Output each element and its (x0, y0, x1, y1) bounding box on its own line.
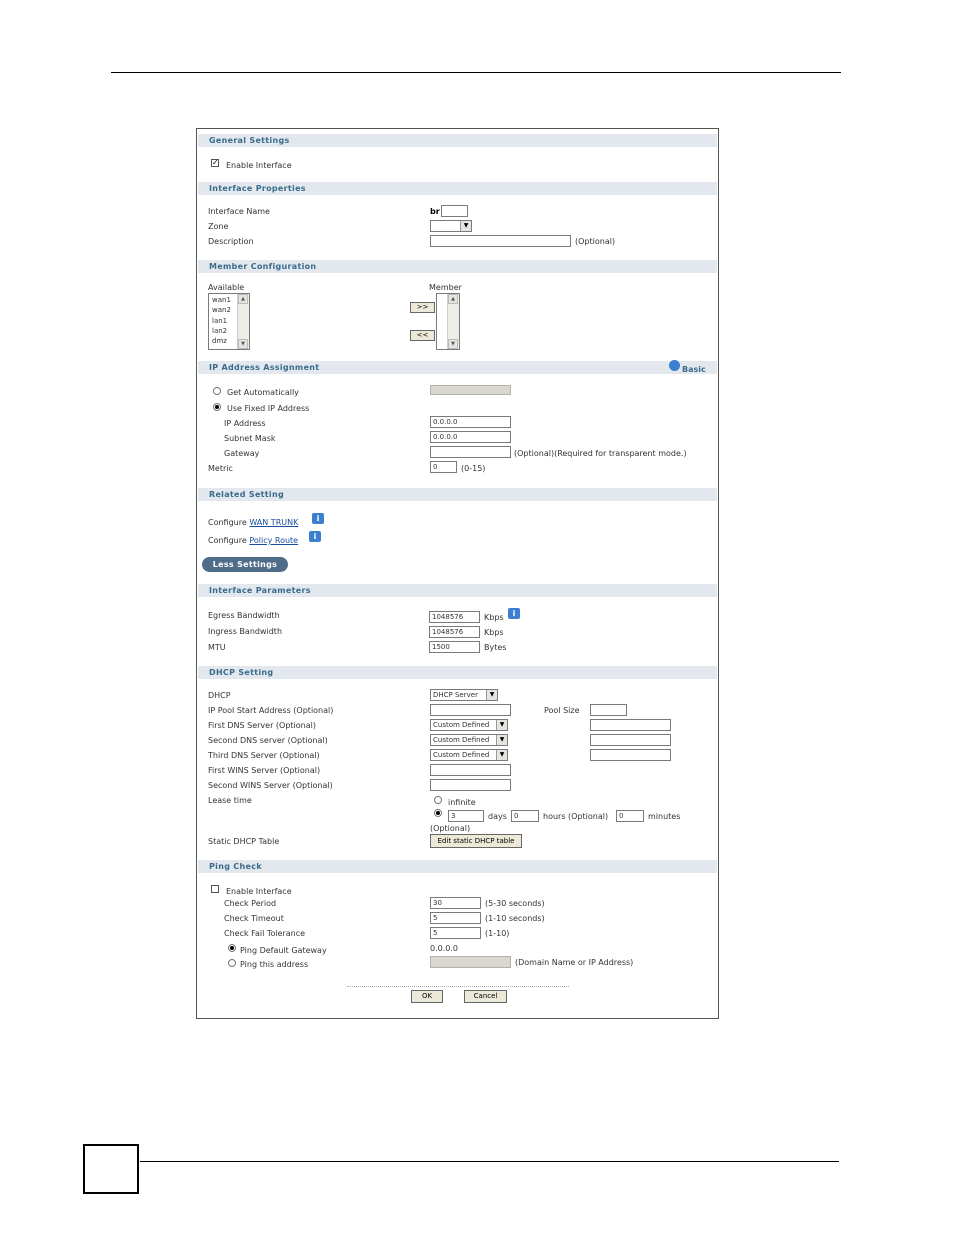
ping-default-gateway-label: Ping Default Gateway (240, 946, 327, 955)
ping-this-address-label: Ping this address (240, 960, 309, 969)
check-timeout-label: Check Timeout (224, 914, 284, 923)
lease-infinite-radio[interactable] (434, 796, 442, 804)
section-title: Related Setting (209, 490, 284, 499)
egress-bandwidth-label: Egress Bandwidth (208, 611, 280, 620)
check-timeout-input[interactable]: 5 (430, 912, 481, 924)
ingress-bandwidth-input[interactable]: 1048576 (429, 626, 480, 638)
member-scrollbar[interactable] (447, 294, 459, 349)
member-label: Member (429, 283, 462, 292)
list-item[interactable]: lan2 (212, 327, 228, 335)
section-member-configuration (198, 260, 717, 273)
ping-enable-checkbox[interactable] (211, 885, 219, 893)
section-interface-parameters (198, 584, 717, 597)
fail-tolerance-range: (1-10) (485, 929, 510, 938)
lease-optional-note: (Optional) (430, 824, 471, 833)
ip-address-label: IP Address (224, 419, 266, 428)
wins2-label: Second WINS Server (Optional) (208, 781, 333, 790)
header-rule (111, 72, 841, 73)
basic-toggle-icon[interactable] (669, 360, 680, 371)
get-automatically-radio[interactable] (213, 387, 221, 395)
scroll-up-icon[interactable]: ▲ (238, 294, 248, 304)
ping-this-address-radio[interactable] (228, 959, 236, 967)
scroll-down-icon[interactable]: ▼ (448, 339, 458, 349)
check-timeout-range: (1-10 seconds) (485, 914, 545, 923)
use-fixed-ip-label: Use Fixed IP Address (227, 404, 310, 413)
interface-name-input[interactable] (441, 205, 468, 217)
lease-days-label: days (488, 812, 507, 821)
lease-time-label: Lease time (208, 796, 252, 805)
ping-enable-label: Enable Interface (226, 887, 292, 896)
mtu-unit: Bytes (484, 643, 507, 652)
ping-address-note: (Domain Name or IP Address) (515, 958, 634, 967)
lease-days-input[interactable]: 3 (448, 810, 484, 822)
chevron-down-icon: ▼ (496, 735, 507, 745)
remove-member-button[interactable]: << (410, 330, 435, 341)
lease-minutes-label: minutes (648, 812, 681, 821)
cancel-button[interactable]: Cancel (464, 990, 507, 1003)
dns2-value: Custom Defined (433, 736, 490, 744)
info-icon[interactable]: i (508, 608, 520, 619)
wins2-input[interactable] (430, 779, 511, 791)
section-title: Interface Properties (209, 184, 306, 193)
section-interface-properties (198, 182, 717, 195)
chevron-down-icon: ▼ (486, 690, 497, 700)
edit-static-dhcp-button[interactable]: Edit static DHCP table (430, 834, 522, 848)
gateway-label: Gateway (224, 449, 260, 458)
scroll-up-icon[interactable]: ▲ (448, 294, 458, 304)
subnet-mask-input[interactable]: 0.0.0.0 (430, 431, 511, 443)
interface-name-label: Interface Name (208, 207, 270, 216)
available-label: Available (208, 283, 245, 292)
pool-size-label: Pool Size (544, 706, 580, 715)
add-member-button[interactable]: >> (410, 302, 435, 313)
static-dhcp-label: Static DHCP Table (208, 837, 280, 846)
ok-button[interactable]: OK (411, 990, 443, 1003)
check-period-label: Check Period (224, 899, 277, 908)
use-fixed-ip-radio[interactable] (213, 403, 221, 411)
scroll-down-icon[interactable]: ▼ (238, 339, 248, 349)
dns1-address-input[interactable] (590, 719, 671, 731)
dns3-label: Third DNS Server (Optional) (208, 751, 320, 760)
section-general-settings (198, 134, 717, 147)
interface-name-prefix: br (430, 207, 440, 216)
description-label: Description (208, 237, 254, 246)
dns2-select[interactable] (430, 734, 508, 746)
wins1-label: First WINS Server (Optional) (208, 766, 321, 775)
dhcp-mode-select[interactable] (430, 689, 498, 701)
configure-label: Configure (208, 536, 247, 545)
metric-input[interactable]: 0 (430, 461, 457, 473)
metric-label: Metric (208, 464, 233, 473)
wan-trunk-link[interactable]: WAN TRUNK (249, 518, 299, 527)
ingress-unit: Kbps (484, 628, 504, 637)
configure-policy-route (208, 536, 298, 545)
section-title: IP Address Assignment (209, 363, 320, 372)
wins1-input[interactable] (430, 764, 511, 776)
subnet-mask-label: Subnet Mask (224, 434, 276, 443)
check-period-range: (5-30 seconds) (485, 899, 545, 908)
ingress-bandwidth-label: Ingress Bandwidth (208, 627, 283, 636)
chevron-down-icon: ▼ (460, 221, 471, 231)
gateway-note: (Optional)(Required for transparent mode.) (514, 449, 687, 458)
dhcp-mode-value: DHCP Server (433, 691, 478, 699)
pool-size-input[interactable] (590, 704, 627, 716)
ping-address-input[interactable] (430, 956, 511, 968)
edit-bridge-interface-panel (196, 128, 719, 1019)
dns1-select[interactable] (430, 719, 508, 731)
info-icon[interactable]: i (309, 531, 321, 542)
check-period-input[interactable]: 30 (430, 897, 481, 909)
divider (347, 986, 569, 987)
section-title: Interface Parameters (209, 586, 311, 595)
dns1-label: First DNS Server (Optional) (208, 721, 316, 730)
zone-select[interactable] (430, 220, 472, 232)
dhcp-label: DHCP (208, 691, 231, 700)
basic-link[interactable]: Basic (682, 365, 706, 374)
mtu-input[interactable]: 1500 (429, 641, 480, 653)
pool-start-input[interactable] (430, 704, 511, 716)
fail-tolerance-input[interactable]: 5 (430, 927, 481, 939)
dns2-label: Second DNS server (Optional) (208, 736, 328, 745)
section-ip-address-assignment (198, 361, 717, 374)
auto-ip-display (430, 385, 511, 395)
section-dhcp-setting (198, 666, 717, 679)
section-ping-check (198, 860, 717, 873)
section-related-setting (198, 488, 717, 501)
policy-route-link[interactable]: Policy Route (249, 536, 299, 545)
chevron-down-icon: ▼ (496, 750, 507, 760)
lease-hours-input[interactable]: 0 (511, 810, 539, 822)
dns3-value: Custom Defined (433, 751, 490, 759)
lease-minutes-input[interactable]: 0 (616, 810, 644, 822)
list-item[interactable]: lan1 (212, 317, 228, 325)
metric-range: (0-15) (461, 464, 486, 473)
default-gateway-value: 0.0.0.0 (430, 944, 458, 953)
section-title: General Settings (209, 136, 290, 145)
info-icon[interactable]: i (312, 513, 324, 524)
dns3-address-input[interactable] (590, 749, 671, 761)
member-list[interactable] (436, 293, 460, 350)
section-title: DHCP Setting (209, 668, 274, 677)
ping-default-gateway-radio[interactable] (228, 944, 236, 952)
description-optional: (Optional) (575, 237, 616, 246)
ip-address-input[interactable]: 0.0.0.0 (430, 416, 511, 428)
mtu-label: MTU (208, 643, 226, 652)
zone-label: Zone (208, 222, 229, 231)
get-automatically-label: Get Automatically (227, 388, 299, 397)
fail-tolerance-label: Check Fail Tolerance (224, 929, 306, 938)
configure-label: Configure (208, 518, 247, 527)
page-number-box (83, 1144, 139, 1194)
egress-bandwidth-input[interactable]: 1048576 (429, 611, 480, 623)
section-title: Member Configuration (209, 262, 317, 271)
configure-wan-trunk (208, 518, 298, 527)
list-item[interactable]: dmz (212, 337, 227, 345)
available-scrollbar[interactable] (237, 294, 249, 349)
list-item[interactable]: wan2 (212, 306, 231, 314)
egress-unit: Kbps (484, 613, 504, 622)
dns2-address-input[interactable] (590, 734, 671, 746)
list-item[interactable]: wan1 (212, 296, 231, 304)
dns3-select[interactable] (430, 749, 508, 761)
enable-interface-label: Enable Interface (226, 161, 292, 170)
footer-rule (140, 1161, 839, 1162)
dns1-value: Custom Defined (433, 721, 490, 729)
available-list[interactable] (208, 293, 250, 350)
less-settings-button[interactable]: Less Settings (202, 557, 288, 572)
lease-infinite-label: infinite (448, 798, 476, 807)
gateway-input[interactable] (430, 446, 511, 458)
lease-custom-radio[interactable] (434, 809, 442, 817)
pool-start-label: IP Pool Start Address (Optional) (208, 706, 334, 715)
enable-interface-checkbox[interactable]: ✓ (212, 158, 219, 167)
description-input[interactable] (430, 235, 571, 247)
chevron-down-icon: ▼ (496, 720, 507, 730)
lease-hours-label: hours (Optional) (543, 812, 609, 821)
section-title: Ping Check (209, 862, 262, 871)
